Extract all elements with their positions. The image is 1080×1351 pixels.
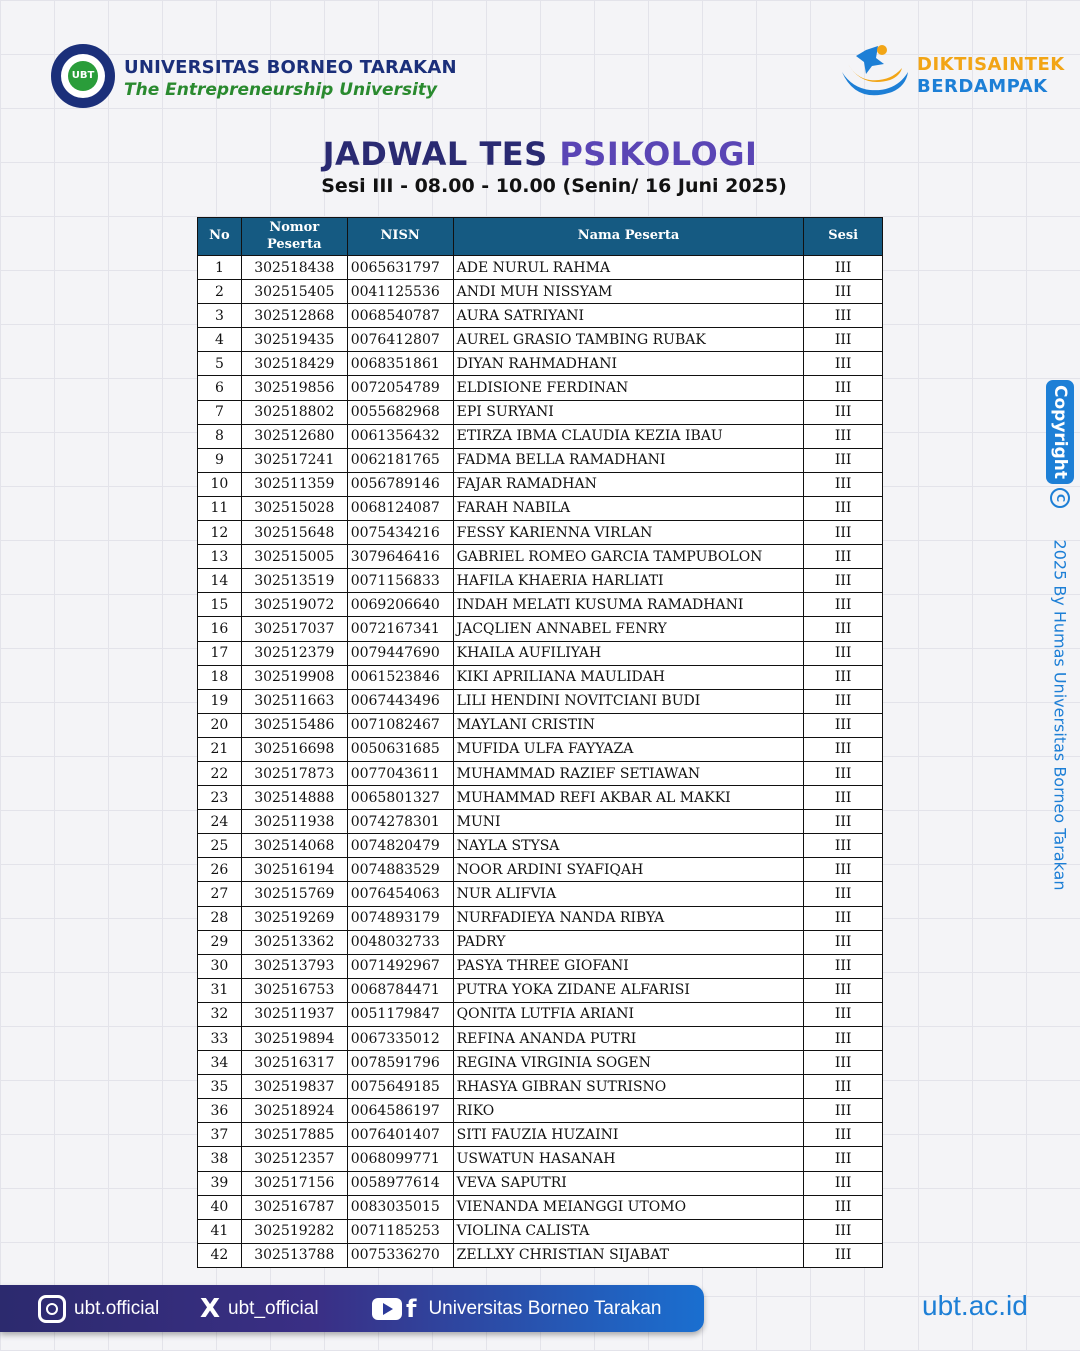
cell-sesi: III [804, 328, 883, 352]
cell-nomor-peserta: 302512680 [241, 424, 347, 448]
cell-nisn: 0041125536 [347, 280, 453, 304]
cell-nomor-peserta: 302515648 [241, 521, 347, 545]
cell-sesi: III [804, 1123, 883, 1147]
cell-nomor-peserta: 302519894 [241, 1027, 347, 1051]
cell-nisn: 0075434216 [347, 521, 453, 545]
cell-nomor-peserta: 302512868 [241, 304, 347, 328]
cell-sesi: III [804, 906, 883, 930]
cell-nisn: 0050631685 [347, 737, 453, 761]
cell-nomor-peserta: 302519837 [241, 1075, 347, 1099]
cell-nisn: 0068540787 [347, 304, 453, 328]
cell-nomor-peserta: 302519072 [241, 593, 347, 617]
table-row [198, 1147, 883, 1171]
cell-nisn: 0056789146 [347, 472, 453, 496]
cell-nisn: 0074278301 [347, 810, 453, 834]
cell-nomor-peserta: 302511359 [241, 472, 347, 496]
cell-no: 26 [198, 858, 242, 882]
instagram-handle: ubt.official [74, 1297, 160, 1319]
cell-sesi: III [804, 713, 883, 737]
cell-nomor-peserta: 302515005 [241, 545, 347, 569]
partner-name-line2: BERDAMPAK [917, 76, 1048, 97]
cell-nisn: 0078591796 [347, 1051, 453, 1075]
cell-sesi: III [804, 954, 883, 978]
cell-nama-peserta: DIYAN RAHMADHANI [453, 352, 804, 376]
cell-nomor-peserta: 302513362 [241, 930, 347, 954]
table-row [198, 930, 883, 954]
table-row [198, 352, 883, 376]
cell-nisn: 0071492967 [347, 954, 453, 978]
table-row [198, 641, 883, 665]
cell-nisn: 0079447690 [347, 641, 453, 665]
cell-nama-peserta: VIENANDA MEIANGGI UTOMO [453, 1195, 804, 1219]
table-row [198, 1002, 883, 1026]
cell-no: 39 [198, 1171, 242, 1195]
header-sesi: Sesi [804, 218, 883, 256]
table-row [198, 1075, 883, 1099]
cell-nama-peserta: ELDISIONE FERDINAN [453, 376, 804, 400]
table-header-row [198, 218, 883, 256]
cell-sesi: III [804, 617, 883, 641]
cell-sesi: III [804, 448, 883, 472]
cell-sesi: III [804, 689, 883, 713]
cell-nisn: 0083035015 [347, 1195, 453, 1219]
cell-sesi: III [804, 472, 883, 496]
youtube-facebook-name: Universitas Borneo Tarakan [428, 1297, 662, 1319]
table-row [198, 1171, 883, 1195]
cell-nomor-peserta: 302515028 [241, 496, 347, 520]
social-footer-bar [0, 1285, 704, 1332]
cell-nomor-peserta: 302519856 [241, 376, 347, 400]
cell-nama-peserta: ADE NURUL RAHMA [453, 256, 804, 280]
cell-no: 32 [198, 1002, 242, 1026]
cell-nomor-peserta: 302511663 [241, 689, 347, 713]
table-row [198, 569, 883, 593]
cell-nama-peserta: PUTRA YOKA ZIDANE ALFARISI [453, 978, 804, 1002]
cell-sesi: III [804, 1075, 883, 1099]
cell-nama-peserta: ZELLXY CHRISTIAN SIJABAT [453, 1243, 804, 1267]
cell-nama-peserta: MUHAMMAD REFI AKBAR AL MAKKI [453, 786, 804, 810]
cell-nama-peserta: FARAH NABILA [453, 496, 804, 520]
header-nisn: NISN [347, 218, 453, 256]
cell-nama-peserta: KIKI APRILIANA MAULIDAH [453, 665, 804, 689]
cell-no: 17 [198, 641, 242, 665]
copyright-badge-text: Copyright [1050, 384, 1070, 480]
cell-sesi: III [804, 761, 883, 785]
cell-no: 10 [198, 472, 242, 496]
table-row [198, 1099, 883, 1123]
cell-nama-peserta: VEVA SAPUTRI [453, 1171, 804, 1195]
cell-nisn: 0065631797 [347, 256, 453, 280]
cell-sesi: III [804, 424, 883, 448]
cell-no: 37 [198, 1123, 242, 1147]
x-handle: ubt_official [228, 1297, 319, 1319]
cell-nomor-peserta: 302519435 [241, 328, 347, 352]
cell-sesi: III [804, 1099, 883, 1123]
cell-no: 18 [198, 665, 242, 689]
table-row [198, 882, 883, 906]
table-row [198, 1051, 883, 1075]
cell-nisn: 0055682968 [347, 400, 453, 424]
cell-no: 2 [198, 280, 242, 304]
header-nomor-peserta: Nomor Peserta [241, 218, 347, 256]
cell-nama-peserta: JACQLIEN ANNABEL FENRY [453, 617, 804, 641]
cell-nama-peserta: RIKO [453, 1099, 804, 1123]
cell-nama-peserta: MUNI [453, 810, 804, 834]
cell-nomor-peserta: 302518429 [241, 352, 347, 376]
cell-nomor-peserta: 302515769 [241, 882, 347, 906]
cell-no: 23 [198, 786, 242, 810]
cell-sesi: III [804, 1002, 883, 1026]
cell-nomor-peserta: 302517873 [241, 761, 347, 785]
cell-nama-peserta: USWATUN HASANAH [453, 1147, 804, 1171]
instagram-icon [38, 1295, 66, 1323]
cell-sesi: III [804, 352, 883, 376]
cell-nisn: 0067335012 [347, 1027, 453, 1051]
copyright-icon: C [1050, 488, 1070, 508]
cell-nama-peserta: FESSY KARIENNA VIRLAN [453, 521, 804, 545]
cell-nisn: 0062181765 [347, 448, 453, 472]
cell-sesi: III [804, 1051, 883, 1075]
cell-nama-peserta: INDAH MELATI KUSUMA RAMADHANI [453, 593, 804, 617]
cell-nama-peserta: RHASYA GIBRAN SUTRISNO [453, 1075, 804, 1099]
cell-nomor-peserta: 302513788 [241, 1243, 347, 1267]
cell-nomor-peserta: 302516698 [241, 737, 347, 761]
cell-no: 6 [198, 376, 242, 400]
title-main: JADWAL TES [322, 135, 548, 173]
x-icon: X [200, 1293, 221, 1324]
cell-no: 30 [198, 954, 242, 978]
facebook-icon: f [406, 1294, 417, 1323]
cell-nomor-peserta: 302512357 [241, 1147, 347, 1171]
table-row [198, 978, 883, 1002]
cell-nisn: 0068124087 [347, 496, 453, 520]
cell-nomor-peserta: 302516194 [241, 858, 347, 882]
cell-no: 42 [198, 1243, 242, 1267]
cell-nomor-peserta: 302514068 [241, 834, 347, 858]
table-row [198, 304, 883, 328]
cell-nama-peserta: MUFIDA ULFA FAYYAZA [453, 737, 804, 761]
cell-sesi: III [804, 545, 883, 569]
table-body [198, 256, 883, 1268]
cell-sesi: III [804, 810, 883, 834]
table-row [198, 713, 883, 737]
cell-nisn: 0061356432 [347, 424, 453, 448]
table-row [198, 858, 883, 882]
cell-nisn: 0058977614 [347, 1171, 453, 1195]
table-row [198, 545, 883, 569]
cell-no: 7 [198, 400, 242, 424]
website-link[interactable]: ubt.ac.id [922, 1290, 1028, 1321]
cell-no: 4 [198, 328, 242, 352]
cell-nomor-peserta: 302518438 [241, 256, 347, 280]
table-row [198, 665, 883, 689]
cell-sesi: III [804, 978, 883, 1002]
table-row [198, 1195, 883, 1219]
cell-nomor-peserta: 302519269 [241, 906, 347, 930]
cell-sesi: III [804, 1147, 883, 1171]
cell-sesi: III [804, 641, 883, 665]
table-row [198, 593, 883, 617]
cell-nama-peserta: AUREL GRASIO TAMBING RUBAK [453, 328, 804, 352]
cell-no: 1 [198, 256, 242, 280]
cell-nama-peserta: MAYLANI CRISTIN [453, 713, 804, 737]
cell-nomor-peserta: 302511938 [241, 810, 347, 834]
cell-no: 28 [198, 906, 242, 930]
cell-no: 9 [198, 448, 242, 472]
table-row [198, 521, 883, 545]
ubt-logo [51, 44, 115, 108]
cell-sesi: III [804, 304, 883, 328]
ubt-logo-text: UBT [68, 61, 98, 91]
cell-nama-peserta: HAFILA KHAERIA HARLIATI [453, 569, 804, 593]
cell-nisn: 0077043611 [347, 761, 453, 785]
cell-nisn: 0068351861 [347, 352, 453, 376]
cell-nisn: 0067443496 [347, 689, 453, 713]
table-row [198, 256, 883, 280]
cell-nomor-peserta: 302516317 [241, 1051, 347, 1075]
cell-nama-peserta: NUR ALIFVIA [453, 882, 804, 906]
cell-no: 24 [198, 810, 242, 834]
cell-nomor-peserta: 302516753 [241, 978, 347, 1002]
diktisaintek-logo-icon [836, 42, 910, 108]
instagram-link[interactable] [38, 1285, 159, 1332]
cell-nama-peserta: REFINA ANANDA PUTRI [453, 1027, 804, 1051]
cell-sesi: III [804, 1027, 883, 1051]
table-row [198, 448, 883, 472]
cell-nisn: 0048032733 [347, 930, 453, 954]
cell-no: 13 [198, 545, 242, 569]
university-tagline: The Entrepreneurship University [124, 80, 438, 100]
cell-sesi: III [804, 569, 883, 593]
cell-nama-peserta: NOOR ARDINI SYAFIQAH [453, 858, 804, 882]
cell-nisn: 0071156833 [347, 569, 453, 593]
cell-sesi: III [804, 786, 883, 810]
table-row [198, 1123, 883, 1147]
cell-sesi: III [804, 1243, 883, 1267]
cell-nisn: 0051179847 [347, 1002, 453, 1026]
cell-no: 15 [198, 593, 242, 617]
cell-nama-peserta: MUHAMMAD RAZIEF SETIAWAN [453, 761, 804, 785]
cell-nisn: 0072054789 [347, 376, 453, 400]
table-row [198, 328, 883, 352]
cell-nisn: 0071082467 [347, 713, 453, 737]
cell-no: 36 [198, 1099, 242, 1123]
youtube-facebook-link[interactable] [372, 1285, 662, 1332]
cell-nama-peserta: LILI HENDINI NOVITCIANI BUDI [453, 689, 804, 713]
cell-sesi: III [804, 521, 883, 545]
table-row [198, 834, 883, 858]
cell-nisn: 0076412807 [347, 328, 453, 352]
cell-sesi: III [804, 400, 883, 424]
cell-no: 14 [198, 569, 242, 593]
university-name: UNIVERSITAS BORNEO TARAKAN [124, 57, 457, 78]
cell-nomor-peserta: 302511937 [241, 1002, 347, 1026]
cell-nomor-peserta: 302518802 [241, 400, 347, 424]
cell-sesi: III [804, 496, 883, 520]
cell-no: 20 [198, 713, 242, 737]
cell-nomor-peserta: 302519908 [241, 665, 347, 689]
cell-nomor-peserta: 302519282 [241, 1219, 347, 1243]
cell-no: 34 [198, 1051, 242, 1075]
table-row [198, 400, 883, 424]
cell-nomor-peserta: 302517156 [241, 1171, 347, 1195]
table-row [198, 472, 883, 496]
cell-nisn: 0064586197 [347, 1099, 453, 1123]
copyright-notice [1046, 380, 1074, 910]
cell-nisn: 0071185253 [347, 1219, 453, 1243]
cell-nisn: 0076401407 [347, 1123, 453, 1147]
cell-nama-peserta: NURFADIEYA NANDA RIBYA [453, 906, 804, 930]
cell-nisn: 0076454063 [347, 882, 453, 906]
table-row [198, 280, 883, 304]
cell-sesi: III [804, 593, 883, 617]
cell-nomor-peserta: 302513793 [241, 954, 347, 978]
cell-nama-peserta: REGINA VIRGINIA SOGEN [453, 1051, 804, 1075]
cell-nomor-peserta: 302513519 [241, 569, 347, 593]
header-no: No [198, 218, 242, 256]
cell-no: 33 [198, 1027, 242, 1051]
cell-no: 27 [198, 882, 242, 906]
cell-sesi: III [804, 256, 883, 280]
cell-nisn: 0069206640 [347, 593, 453, 617]
cell-nisn: 0075336270 [347, 1243, 453, 1267]
cell-no: 35 [198, 1075, 242, 1099]
cell-nama-peserta: KHAILA AUFILIYAH [453, 641, 804, 665]
cell-nisn: 0072167341 [347, 617, 453, 641]
cell-sesi: III [804, 834, 883, 858]
copyright-text: 2025 By Humas Universitas Borneo Tarakan [1050, 539, 1070, 891]
cell-nama-peserta: SITI FAUZIA HUZAINI [453, 1123, 804, 1147]
cell-nomor-peserta: 302518924 [241, 1099, 347, 1123]
cell-nomor-peserta: 302515486 [241, 713, 347, 737]
cell-nomor-peserta: 302517885 [241, 1123, 347, 1147]
youtube-icon [372, 1298, 402, 1320]
cell-nama-peserta: EPI SURYANI [453, 400, 804, 424]
cell-no: 38 [198, 1147, 242, 1171]
table-row [198, 617, 883, 641]
cell-sesi: III [804, 858, 883, 882]
cell-nama-peserta: QONITA LUTFIA ARIANI [453, 1002, 804, 1026]
cell-no: 16 [198, 617, 242, 641]
cell-nisn: 0074883529 [347, 858, 453, 882]
table-row [198, 1027, 883, 1051]
table-row [198, 786, 883, 810]
cell-no: 11 [198, 496, 242, 520]
cell-nomor-peserta: 302514888 [241, 786, 347, 810]
cell-no: 19 [198, 689, 242, 713]
copyright-badge [1046, 380, 1074, 484]
cell-nama-peserta: ANDI MUH NISSYAM [453, 280, 804, 304]
cell-sesi: III [804, 1171, 883, 1195]
table-row [198, 954, 883, 978]
cell-nomor-peserta: 302517241 [241, 448, 347, 472]
cell-nama-peserta: FAJAR RAMADHAN [453, 472, 804, 496]
cell-nisn: 0061523846 [347, 665, 453, 689]
cell-sesi: III [804, 280, 883, 304]
cell-nomor-peserta: 302516787 [241, 1195, 347, 1219]
cell-no: 41 [198, 1219, 242, 1243]
table-row [198, 376, 883, 400]
header-nama-peserta: Nama Peserta [453, 218, 804, 256]
cell-sesi: III [804, 1219, 883, 1243]
cell-nisn: 0068784471 [347, 978, 453, 1002]
cell-no: 40 [198, 1195, 242, 1219]
cell-nisn: 0074893179 [347, 906, 453, 930]
cell-nama-peserta: VIOLINA CALISTA [453, 1219, 804, 1243]
table-row [198, 689, 883, 713]
cell-sesi: III [804, 665, 883, 689]
cell-sesi: III [804, 882, 883, 906]
cell-no: 22 [198, 761, 242, 785]
cell-nama-peserta: PADRY [453, 930, 804, 954]
table-row [198, 906, 883, 930]
cell-sesi: III [804, 376, 883, 400]
cell-nisn: 0074820479 [347, 834, 453, 858]
cell-nama-peserta: GABRIEL ROMEO GARCIA TAMPUBOLON [453, 545, 804, 569]
session-info: Sesi III - 08.00 - 10.00 (Senin/ 16 Juni 2025) [321, 175, 787, 197]
table-row [198, 496, 883, 520]
cell-nomor-peserta: 302512379 [241, 641, 347, 665]
cell-sesi: III [804, 1195, 883, 1219]
cell-no: 8 [198, 424, 242, 448]
cell-no: 25 [198, 834, 242, 858]
table-row [198, 737, 883, 761]
participant-table [197, 217, 883, 1268]
cell-sesi: III [804, 737, 883, 761]
cell-nomor-peserta: 302515405 [241, 280, 347, 304]
cell-nisn: 0065801327 [347, 786, 453, 810]
cell-no: 3 [198, 304, 242, 328]
cell-nisn: 0075649185 [347, 1075, 453, 1099]
table-row [198, 424, 883, 448]
cell-nisn: 3079646416 [347, 545, 453, 569]
cell-no: 12 [198, 521, 242, 545]
cell-nama-peserta: AURA SATRIYANI [453, 304, 804, 328]
table-row [198, 761, 883, 785]
cell-no: 21 [198, 737, 242, 761]
table-row [198, 810, 883, 834]
cell-nama-peserta: NAYLA STYSA [453, 834, 804, 858]
cell-nama-peserta: ETIRZA IBMA CLAUDIA KEZIA IBAU [453, 424, 804, 448]
cell-no: 5 [198, 352, 242, 376]
cell-no: 29 [198, 930, 242, 954]
table-row [198, 1243, 883, 1267]
cell-nomor-peserta: 302517037 [241, 617, 347, 641]
cell-nisn: 0068099771 [347, 1147, 453, 1171]
title-accent: PSIKOLOGI [559, 135, 758, 173]
cell-nama-peserta: PASYA THREE GIOFANI [453, 954, 804, 978]
x-link[interactable] [200, 1285, 319, 1332]
cell-sesi: III [804, 930, 883, 954]
page-title [0, 135, 1080, 173]
table-row [198, 1219, 883, 1243]
cell-no: 31 [198, 978, 242, 1002]
cell-nama-peserta: FADMA BELLA RAMADHANI [453, 448, 804, 472]
partner-name-line1: DIKTISAINTEK [917, 54, 1065, 75]
